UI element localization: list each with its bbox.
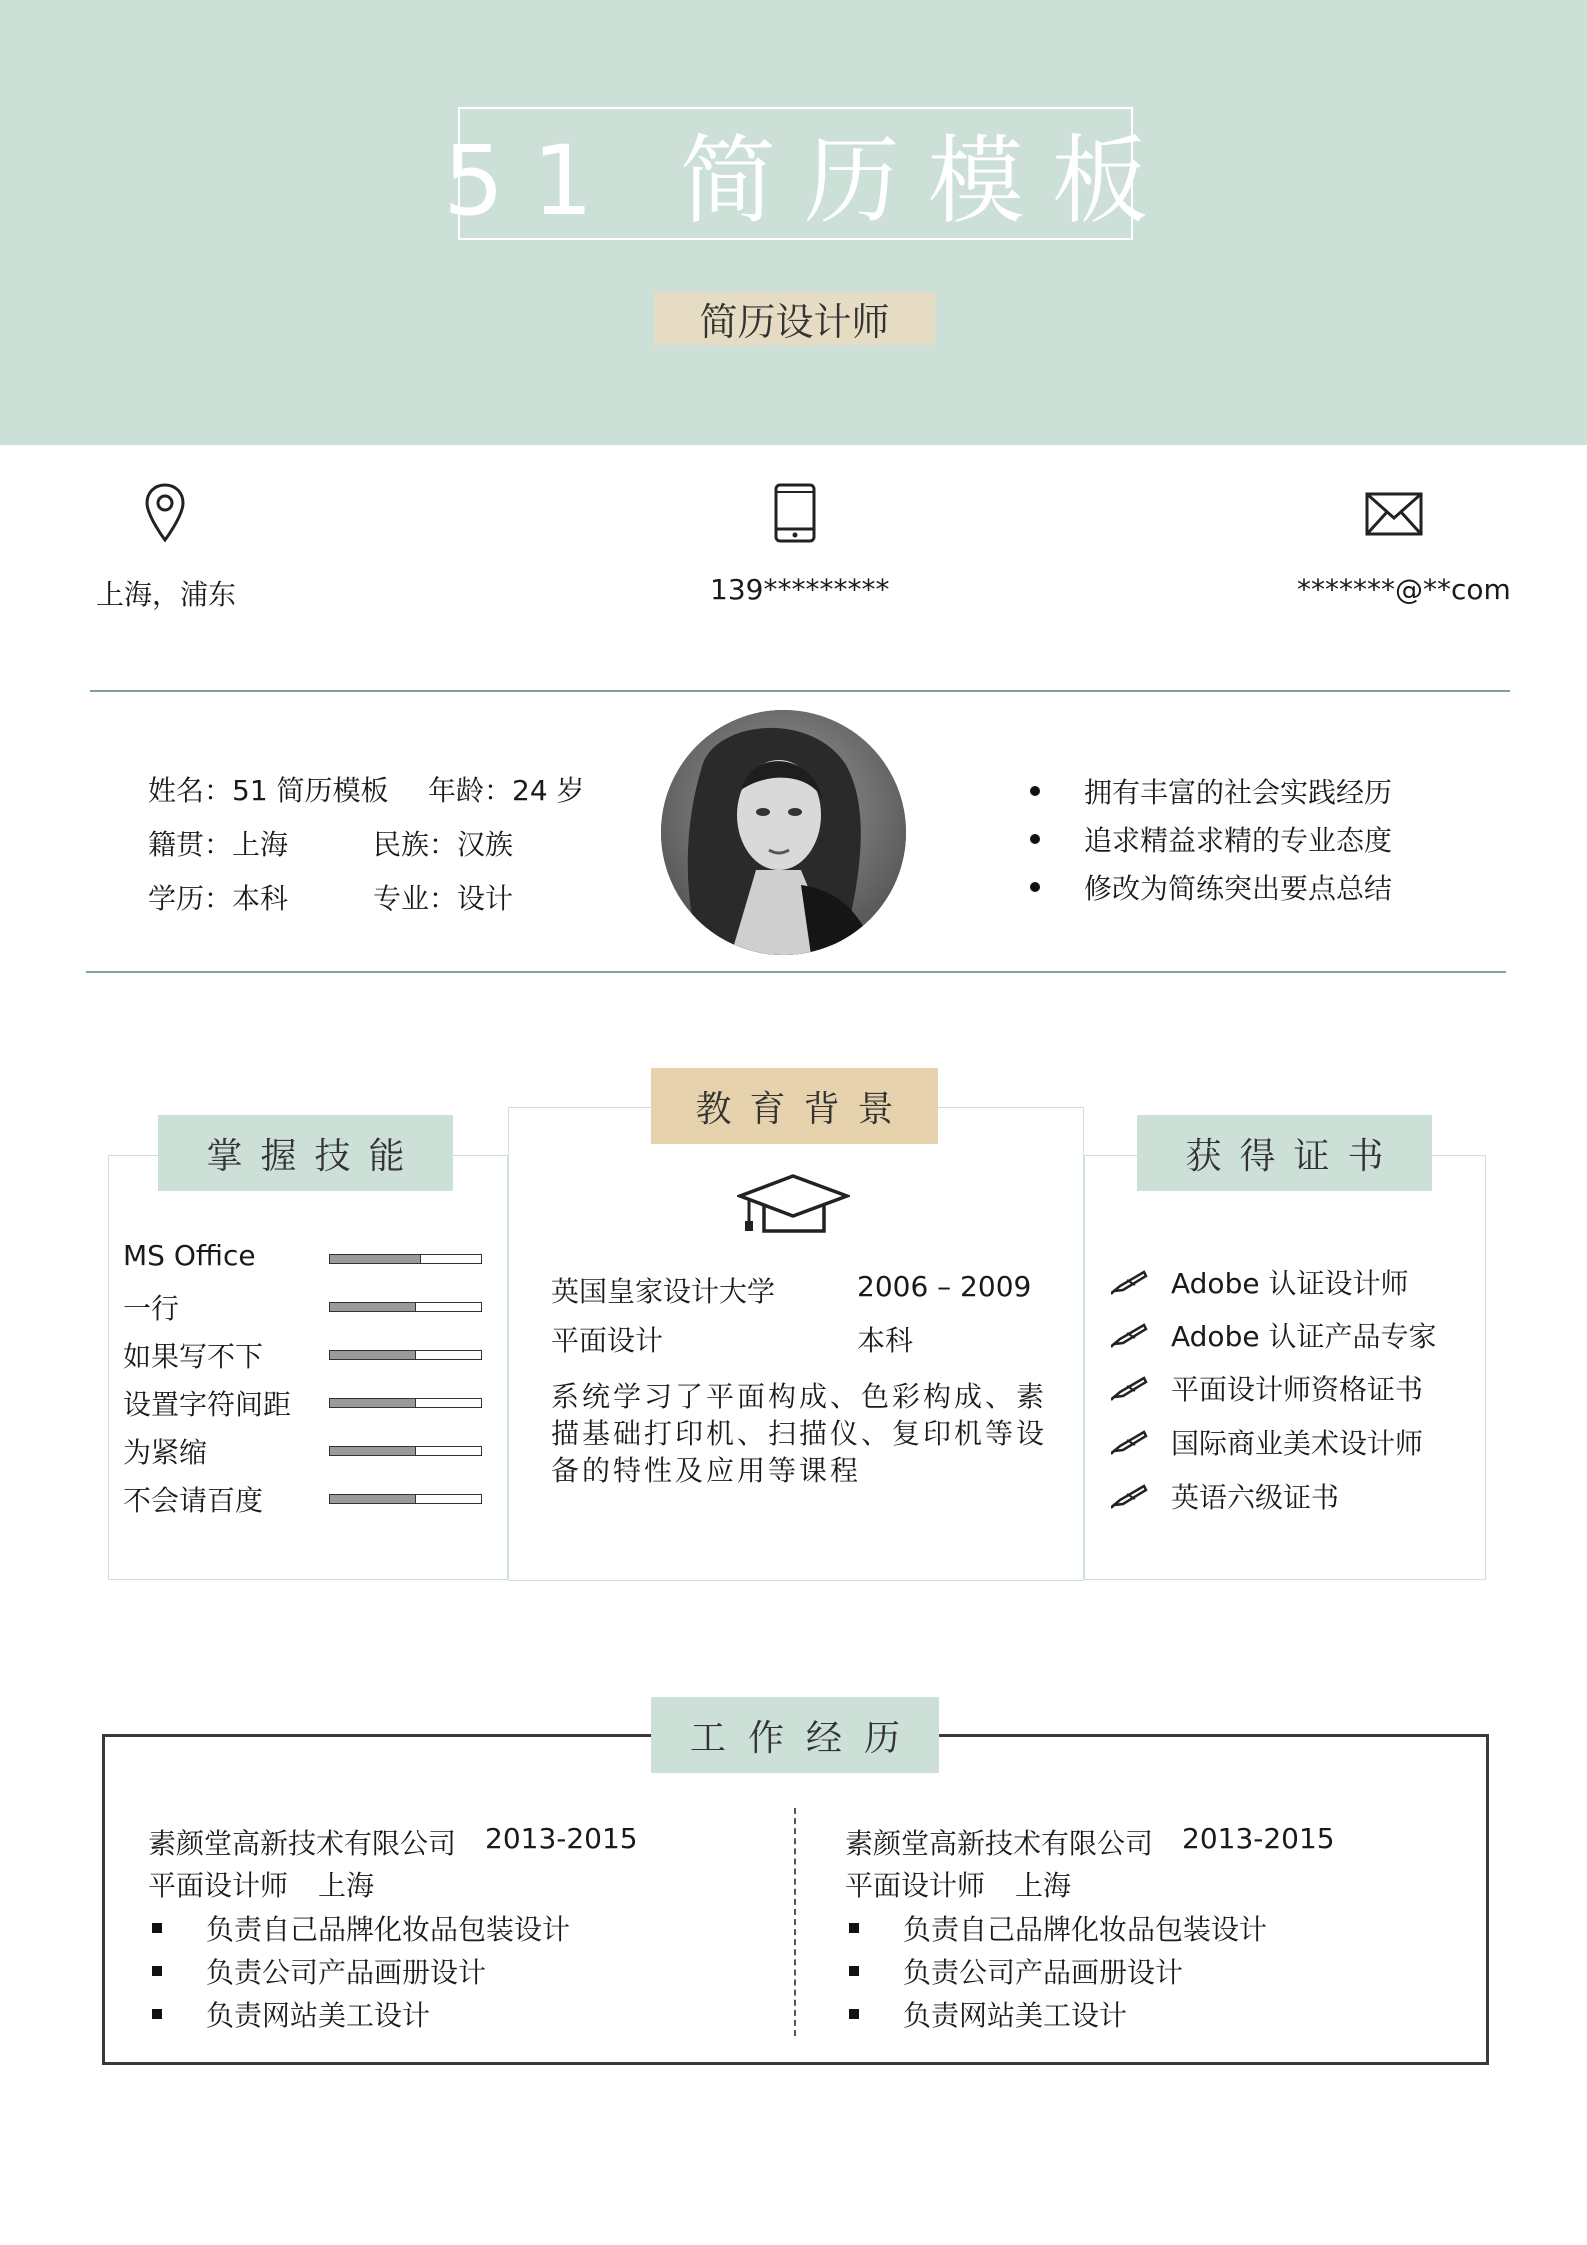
bullet-square-icon — [152, 1966, 162, 1976]
skill-bar — [329, 1446, 482, 1456]
certificate-item — [1111, 1315, 1436, 1355]
work-duty — [152, 1908, 570, 1948]
phone-icon — [773, 482, 817, 544]
skill-bar — [329, 1398, 482, 1408]
native-place-field: 籍贯：上海 — [148, 828, 289, 861]
major-field: 专业：设计 — [373, 882, 514, 915]
bullet-icon — [1030, 882, 1040, 892]
education-period: 2006 – 2009 — [857, 1270, 1032, 1303]
certificate-item — [1111, 1368, 1423, 1408]
certificate-text: Adobe 认证设计师 — [1171, 1267, 1409, 1300]
pen-icon — [1111, 1375, 1149, 1401]
location-pin-icon — [144, 482, 186, 544]
skill-fill — [330, 1255, 421, 1263]
email-text: *******@**com — [1297, 573, 1511, 606]
skill-label: 一行 — [123, 1292, 180, 1325]
work-company: 素颜堂高新技术有限公司 — [148, 1827, 457, 1860]
bullet-square-icon — [849, 1923, 859, 1933]
pen-icon — [1111, 1322, 1149, 1348]
skill-label: 设置字符间距 — [123, 1388, 292, 1421]
skills-title: 掌握技能 — [158, 1115, 453, 1191]
avatar — [661, 710, 906, 955]
work-duty-text: 负责公司产品画册设计 — [903, 1956, 1184, 1989]
work-city: 上海 — [1015, 1869, 1072, 1902]
education-field: 学历：本科 — [148, 882, 289, 915]
highlight-text: 修改为简练突出要点总结 — [1084, 872, 1393, 905]
bullet-square-icon — [152, 2009, 162, 2019]
skill-label: 为紧缩 — [123, 1436, 208, 1469]
education-major: 平面设计 — [551, 1324, 664, 1357]
skill-fill — [330, 1495, 416, 1503]
work-column-divider — [794, 1808, 796, 2036]
highlight-text: 拥有丰富的社会实践经历 — [1084, 776, 1393, 809]
certificate-text: 平面设计师资格证书 — [1171, 1373, 1424, 1406]
pen-icon — [1111, 1429, 1149, 1455]
work-duty — [152, 1951, 486, 1991]
work-period: 2013-2015 — [485, 1822, 638, 1855]
bullet-square-icon — [849, 2009, 859, 2019]
work-position: 平面设计师 — [148, 1869, 289, 1902]
work-city: 上海 — [318, 1869, 375, 1902]
pen-icon — [1111, 1483, 1149, 1509]
work-duty — [849, 1908, 1267, 1948]
certificate-text: Adobe 认证产品专家 — [1171, 1320, 1437, 1353]
school-name: 英国皇家设计大学 — [551, 1275, 776, 1308]
education-title: 教育背景 — [651, 1068, 938, 1144]
work-company: 素颜堂高新技术有限公司 — [845, 1827, 1154, 1860]
skill-label: MS Office — [123, 1239, 256, 1272]
skill-fill — [330, 1303, 416, 1311]
certificate-item — [1111, 1422, 1423, 1462]
certificate-text: 英语六级证书 — [1171, 1481, 1340, 1514]
job-title-badge: 简历设计师 — [654, 292, 935, 345]
education-degree: 本科 — [857, 1324, 914, 1357]
location-text: 上海，浦东 — [96, 578, 237, 611]
skill-bar — [329, 1254, 482, 1264]
divider-top — [90, 690, 1510, 692]
work-duty — [849, 1951, 1183, 1991]
skill-fill — [330, 1447, 416, 1455]
work-duty-text: 负责自己品牌化妆品包装设计 — [903, 1913, 1268, 1946]
work-duty — [849, 1994, 1127, 2034]
certificate-item — [1111, 1476, 1339, 1516]
work-duty-text: 负责公司产品画册设计 — [206, 1956, 487, 1989]
skill-bar — [329, 1350, 482, 1360]
work-duty-text: 负责网站美工设计 — [206, 1999, 431, 2032]
work-title: 工作经历 — [651, 1697, 939, 1773]
skill-fill — [330, 1351, 416, 1359]
highlight-item — [1030, 771, 1392, 811]
skill-bar — [329, 1494, 482, 1504]
header-banner — [0, 0, 1587, 445]
skill-label: 如果写不下 — [123, 1340, 264, 1373]
page-title: 51 简历模板 — [443, 125, 1176, 237]
work-duty-text: 负责自己品牌化妆品包装设计 — [206, 1913, 571, 1946]
phone-text: 139********* — [710, 573, 890, 606]
skill-fill — [330, 1399, 416, 1407]
certificate-item — [1111, 1262, 1408, 1302]
pen-icon — [1111, 1269, 1149, 1295]
bullet-icon — [1030, 786, 1040, 796]
name-field: 姓名：51 简历模板 — [148, 774, 389, 807]
bullet-icon — [1030, 834, 1040, 844]
skill-bar — [329, 1302, 482, 1312]
certificate-text: 国际商业美术设计师 — [1171, 1427, 1424, 1460]
bullet-square-icon — [152, 1923, 162, 1933]
title-frame — [443, 107, 1176, 240]
highlight-text: 追求精益求精的专业态度 — [1084, 824, 1393, 857]
education-description: 系统学习了平面构成、色彩构成、素描基础打印机、扫描仪、复印机等设备的特性及应用等课程 — [551, 1380, 1048, 1487]
mail-icon — [1365, 492, 1423, 536]
graduation-cap-icon — [737, 1173, 850, 1237]
bullet-square-icon — [849, 1966, 859, 1976]
skill-label: 不会请百度 — [123, 1484, 264, 1517]
age-field: 年龄：24 岁 — [428, 774, 585, 807]
work-duty-text: 负责网站美工设计 — [903, 1999, 1128, 2032]
highlight-item — [1030, 867, 1392, 907]
certificates-title: 获得证书 — [1137, 1115, 1432, 1191]
work-period: 2013-2015 — [1182, 1822, 1335, 1855]
work-duty — [152, 1994, 430, 2034]
work-position: 平面设计师 — [845, 1869, 986, 1902]
ethnicity-field: 民族：汉族 — [373, 828, 514, 861]
highlight-item — [1030, 819, 1392, 859]
divider-bottom — [86, 971, 1506, 973]
